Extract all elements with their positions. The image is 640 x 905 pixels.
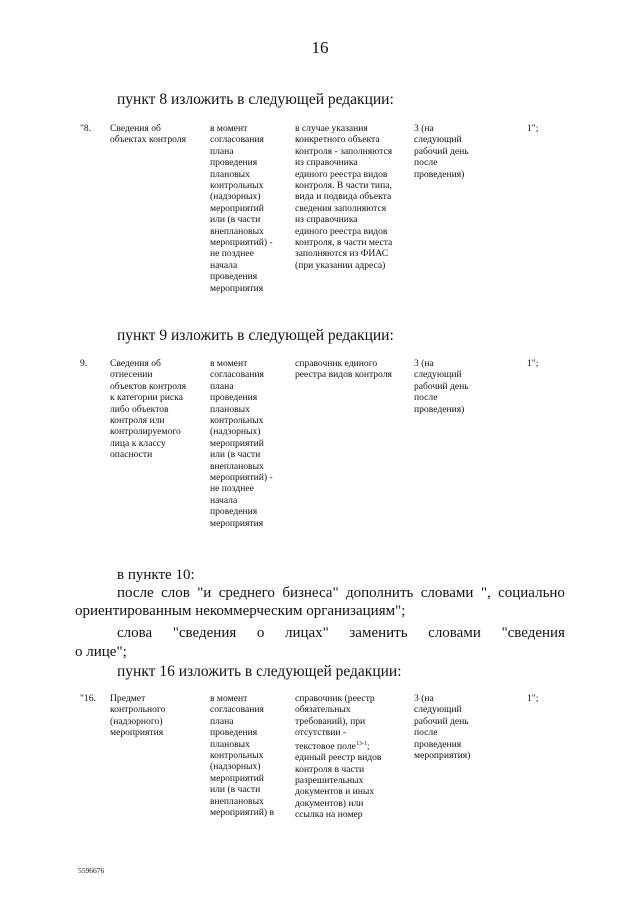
paragraph-line: ориентированным некоммерческим организациям"; — [75, 603, 406, 619]
cell-line: или (в части — [210, 449, 261, 461]
cell-line: отсутствии - — [295, 727, 347, 739]
cell-line: требований), при — [295, 715, 366, 727]
heading-item-16: пункт 16 изложить в следующей редакции: — [117, 663, 402, 680]
cell-line: опасности — [110, 449, 153, 461]
cell-line: или (в части — [210, 214, 261, 226]
cell-line: ссылка на номер — [295, 809, 363, 821]
word: дополнить — [345, 585, 414, 601]
cell-line: сведения заполняются — [295, 202, 387, 214]
text-field-phrase: текстовое поле — [295, 740, 356, 752]
cell-line: согласования — [210, 369, 264, 381]
cell-level: 1"; — [527, 358, 539, 369]
cell-line: контроля или — [110, 415, 165, 427]
cell-line: контроля, в части места — [295, 237, 393, 249]
cell-line: плана — [210, 145, 234, 157]
cell-line: (надзорных) — [210, 761, 261, 773]
cell-line: мероприятий — [210, 437, 264, 449]
cell-line: мероприятия — [210, 282, 264, 294]
heading-item-9: пункт 9 изложить в следующей редакции: — [117, 327, 394, 344]
cell-line: или (в части — [210, 784, 261, 796]
cell-deadline — [414, 123, 504, 180]
cell-deadline — [414, 358, 504, 415]
cell-line: мероприятий) - — [210, 237, 273, 249]
cell-line: (при указании адреса) — [295, 259, 386, 271]
cell-source — [295, 693, 410, 821]
footnote-marker: 13-1 — [355, 740, 367, 747]
cell-line: после — [414, 157, 438, 169]
cell-line: контроля. В части типа, — [295, 180, 392, 192]
cell-line: заполняются из ФИАС — [295, 248, 389, 260]
cell-line: контроля в части — [295, 763, 365, 775]
paragraph-line: о лице"; — [75, 644, 127, 660]
cell-line: начала — [210, 494, 238, 506]
word: после — [117, 585, 154, 601]
cell-line: согласования — [210, 134, 264, 146]
cell-line: после — [414, 727, 438, 739]
cell-line: (надзорного) — [110, 715, 163, 727]
word: "сведения — [172, 625, 237, 641]
cell-line: единого реестра видов — [295, 225, 388, 237]
cell-line: объектов контроля — [110, 380, 187, 392]
word: "и — [197, 585, 212, 601]
cell-line: объектах контроля — [110, 134, 187, 146]
cell-line: реестра видов контроля — [295, 369, 392, 381]
cell-timing — [210, 358, 290, 529]
cell-line: (надзорных) — [210, 426, 261, 438]
word: ", — [480, 585, 491, 601]
cell-line: следующий — [414, 369, 462, 381]
cell-line: отнесении — [110, 369, 153, 381]
cell-line: проведения — [414, 738, 462, 750]
cell-line: рабочий день — [414, 380, 469, 392]
cell-line: согласования — [210, 704, 264, 716]
cell-line: проведения) — [414, 168, 465, 180]
cell-line: Предмет — [110, 693, 146, 704]
word: словами — [428, 625, 481, 641]
cell-level: 1"; — [527, 123, 539, 134]
cell-line: Сведения об — [110, 358, 161, 369]
cell-line: из справочника — [295, 157, 358, 169]
cell-line: вида и подвида объекта — [295, 191, 392, 203]
word: среднего — [218, 585, 275, 601]
cell-line: не позднее — [210, 483, 254, 495]
cell-line: после — [414, 392, 438, 404]
paragraph-line — [117, 625, 565, 642]
cell-line: документов) или — [295, 797, 364, 809]
row-number: "8. — [80, 123, 92, 134]
cell-line: не позднее — [210, 248, 254, 260]
cell-line: плановых — [210, 168, 250, 180]
word: заменить — [349, 625, 408, 641]
word: бизнеса" — [282, 585, 339, 601]
row-number: "16. — [80, 693, 96, 704]
cell-line: контрольных — [210, 415, 264, 427]
cell-line: внеплановых — [210, 225, 264, 237]
word: слов — [161, 585, 190, 601]
cell-level: 1"; — [527, 693, 539, 704]
cell-line: конкретного объекта — [295, 134, 380, 146]
cell-line: контроля - заполняются — [295, 145, 393, 157]
cell-line: мероприятий — [210, 202, 264, 214]
cell-line: мероприятий) в — [210, 807, 274, 819]
heading-item-8: пункт 8 изложить в следующей редакции: — [117, 91, 394, 108]
cell-deadline — [414, 693, 504, 761]
paragraph-line — [117, 585, 565, 602]
cell-line: проведения — [210, 727, 258, 739]
cell-line: проведения — [210, 271, 258, 283]
cell-line: мероприятий — [210, 772, 264, 784]
document-code: 5596676 — [78, 866, 105, 875]
cell-line: мероприятия) — [414, 750, 471, 762]
cell-line: следующий — [414, 134, 462, 146]
cell-line: контролируемого — [110, 426, 181, 438]
cell-line: единый реестр видов — [295, 752, 382, 764]
cell-line: обязательных — [295, 704, 351, 716]
cell-line: внеплановых — [210, 460, 264, 472]
cell-line: лица к классу — [110, 437, 166, 449]
heading-item-10: в пункте 10: — [117, 567, 195, 583]
cell-line: справочник (реестр — [295, 693, 375, 704]
cell-line: единого реестра видов — [295, 168, 388, 180]
cell-line: 3 (на — [414, 358, 434, 369]
cell-line: либо объектов — [110, 403, 169, 415]
cell-info-type — [110, 123, 205, 146]
cell-line: документов и иных — [295, 786, 375, 798]
cell-line: внеплановых — [210, 795, 264, 807]
cell-line: проведения) — [414, 403, 465, 415]
cell-info-type — [110, 358, 205, 461]
cell-line: разрешительных — [295, 775, 364, 787]
cell-line: контрольного — [110, 704, 166, 716]
word: словами — [420, 585, 474, 601]
cell-line: рабочий день — [414, 715, 469, 727]
cell-line: 3 (на — [414, 693, 434, 704]
cell-line: (надзорных) — [210, 191, 261, 203]
separator: ; — [366, 740, 370, 752]
cell-line: контрольных — [210, 180, 264, 192]
cell-line: плана — [210, 380, 234, 392]
cell-line: в момент — [210, 693, 248, 704]
cell-source — [295, 358, 410, 381]
row-number: 9. — [80, 358, 88, 369]
cell-line: начала — [210, 259, 238, 271]
cell-line: в момент — [210, 358, 248, 369]
cell-line: мероприятия — [110, 727, 164, 739]
cell-line: следующий — [414, 704, 462, 716]
word: "сведения — [501, 625, 565, 641]
cell-line: проведения — [210, 506, 258, 518]
cell-line: в случае указания — [295, 123, 368, 134]
cell-line: контрольных — [210, 750, 264, 762]
cell-timing — [210, 123, 290, 294]
page-number: 16 — [311, 38, 329, 57]
cell-line: проведения — [210, 392, 258, 404]
cell-line: в момент — [210, 123, 248, 134]
cell-timing — [210, 693, 290, 818]
cell-line: Сведения об — [110, 123, 161, 134]
cell-line: 3 (на — [414, 123, 434, 134]
cell-line: плановых — [210, 403, 250, 415]
word: лицах" — [284, 625, 329, 641]
cell-line — [295, 739, 410, 753]
word: слова — [117, 625, 153, 641]
cell-line: рабочий день — [414, 145, 469, 157]
cell-line: справочник единого — [295, 358, 378, 369]
word: социально — [498, 585, 565, 601]
cell-line: к категории риска — [110, 392, 183, 404]
cell-line: мероприятий) - — [210, 472, 273, 484]
cell-line: из справочника — [295, 214, 358, 226]
cell-info-type — [110, 693, 205, 739]
word: о — [256, 625, 265, 641]
cell-line: проведения — [210, 157, 258, 169]
cell-line: мероприятия — [210, 517, 264, 529]
cell-line: плана — [210, 715, 234, 727]
cell-line: плановых — [210, 738, 250, 750]
cell-source — [295, 123, 410, 271]
